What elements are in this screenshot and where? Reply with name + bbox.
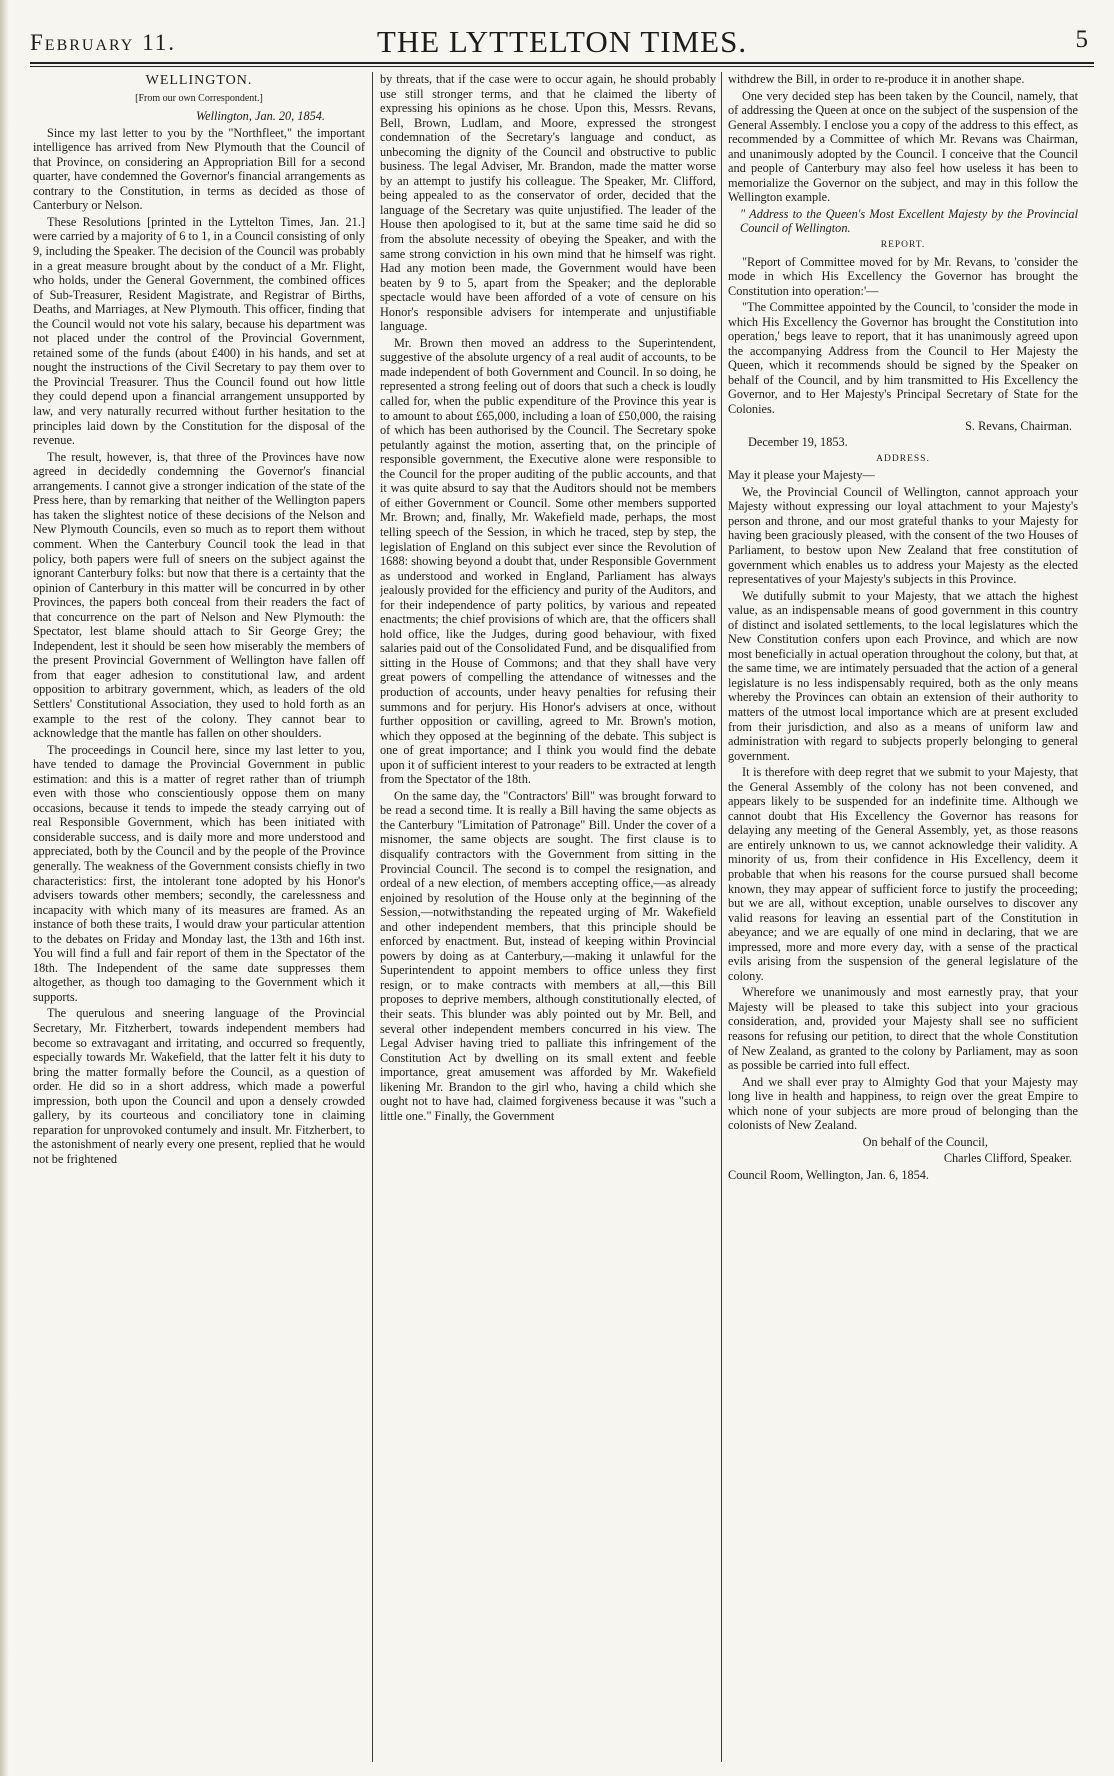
- paragraph: "The Committee appointed by the Council, to 'consider the mode in which His Excellency the Governor has brought the Constitution into operation,' begs leave to report, that it has unanimously agreed upon the accompanying Address from the Council to Her Majesty the Queen, which it recommends should be signed by the Speaker on behalf of the Council, and by him transmitted to His Excellency the Governor, and to Her Majesty's Principal Secretary of State for the Colonies.: [728, 300, 1078, 417]
- masthead-rule-thin: [30, 66, 1094, 67]
- paragraph: Wherefore we unanimously and most earnestly pray, that your Majesty will be pleased to take this subject into your gracious consideration, and, provided your Majesty shall see no sufficient reasons for refusing our petition, to direct that the whole Constitution of New Zealand, as granted to the colony by Parliament, may as soon as possible be carried into full effect.: [728, 985, 1078, 1073]
- masthead-date: February 11.: [30, 30, 177, 55]
- paragraph: Since my last letter to you by the "Northfleet," the important intelligence has arrived from New Plymouth that the Council of that Province, on considering an Appropriation Bill for a second quarter, have condemned the Governor's financial arrangements as contrary to the Constitution, in terms as decided as those of Canterbury or Nelson.: [33, 125, 365, 213]
- masthead-rule: [30, 62, 1094, 64]
- page-edge-shadow: [0, 0, 9, 1776]
- paragraph: by threats, that if the case were to occur again, he should probably use still stronger terms, and that he claimed the liberty of expressing his opinions as he chose. Upon this, Messrs. Revans, Bell, Brown, Ludlam, and Moore, expressed the strongest condemnation of the Secretary's language and conduct, as unbecoming the dignity of the Council and obstructive to public business. The legal Adviser, Mr. Brandon, made the matter worse by an attempt to justify his colleague. The Speaker, Mr. Clifford, being appealed to as the conservator of order, decided that the language of the Secretary was quite unjustified. The leader of the House then apologised to it, but at the same time said he did so from the absolute necessity of obeying the Speaker, and with the same strong conviction in his own mind that he himself was right. Had any motion been made, the Government would have been beaten by 9 to 5, apart from the Speaker; and the deplorable spectacle would have been afforded of a vote of censure on his Honor's responsible advisers for intemperate and unjustifiable language.: [380, 72, 716, 334]
- report-date: December 19, 1853.: [748, 435, 848, 450]
- column-divider: [372, 72, 373, 1762]
- paragraph: We dutifully submit to your Majesty, that we attach the highest value, as an indispensable means of good government in this country of distinct and isolated settlements, to the local legislatures which the New Constitution confers upon each Province, and which are now most beneficially in actual operation throughout the colony, but that, at the same time, we are intimately persuaded that the action of a general legislature is no less indispensably required, both as the only means whereby the Provinces can obtain an extension of their authority to matters of the utmost local importance which are at present excluded from their jurisdiction, and also as a means of uniform law and administration with regard to subjects properly belonging to general government.: [728, 588, 1078, 763]
- paragraph: One very decided step has been taken by the Council, namely, that of addressing the Queen at once on the subject of the suspension of the General Assembly. I enclose you a copy of the address to this effect, as recommended by a Committee of which Mr. Revans was Chairman, and unanimously adopted by the Council. I conceive that the Council and people of Canterbury may also feel how useless it has been to memorialize the Governor on the subject, and may in this follow the Wellington example.: [728, 88, 1078, 205]
- paragraph: withdrew the Bill, in order to re-produce it in another shape.: [728, 72, 1025, 86]
- paragraph: The proceedings in Council here, since my last letter to you, have tended to damage the Provincial Government in public estimation: and this is a matter of regret rather than of triumph even with those who conscientiously oppose them on many occasions, because it tends to impede the steady carrying out of real Responsible Government, which has been initiated with considerable success, and is daily more and more understood and appreciated, both by the Council and by the people of the Province generally. The weakness of the Government consists chiefly in two characteristics: first, the intolerant tone adopted by his Honor's advisers towards other members; secondly, the carelessness and incapacity with which many of its measures are framed. As an instance of both these traits, I would draw your particular attention to the debates on Friday and Monday last, the 13th and 16th inst. You will find a full and fair report of them in the Spectator of the 18th. The Independent of the same date suppresses them altogether, as though too damaging to the Government which it supports.: [33, 742, 365, 1004]
- on-behalf-line: On behalf of the Council,: [862, 1134, 988, 1149]
- article-source: [From our own Correspondent.]: [135, 92, 263, 104]
- speaker-signature: Charles Clifford, Speaker.: [943, 1151, 1072, 1166]
- place-date: Council Room, Wellington, Jan. 6, 1854.: [728, 1167, 929, 1182]
- column-3: [728, 72, 1078, 1764]
- salutation: May it please your Majesty—: [728, 468, 875, 483]
- paragraph: On the same day, the "Contractors' Bill" was brought forward to be read a second time. It is really a Bill having the same objects as the Canterbury "Limitation of Patronage" Bill. Under the cover of a misnomer, the same objects are sought. The first clause is to disqualify contractors with the Government from sitting in the Provincial Council. The second is to compel the resignation, and ordeal of a new election, of members accepting office,—as already enjoined by resolution of the House only at the beginning of the Session,—notwithstanding the repeated urging of Mr. Wakefield and other independent members, that this principle should be enforced by enactment. But, instead of keeping within Provincial powers by doing as at Canterbury,—making it unlawful for the Superintendent to appoint members to office unless they first resign, or to make contracts with members at all,—this Bill proposes to deprive members, although constitutionally elected, of their seats. This blunder was ably pointed out by Mr. Bell, and several other independent members concurred in his view. The Legal Adviser having tried to palliate this infringement of the Constitution Act by dwelling on its small extent and feeble importance, great amusement was afforded by Mr. Wakefield likening Mr. Brandon to the girl who, having a child which she ought not to have had, claimed forgiveness because it was "such a little one." Finally, the Government: [380, 788, 716, 1123]
- article-heading: WELLINGTON.: [145, 73, 253, 88]
- article-dateline: Wellington, Jan. 20, 1854.: [196, 109, 325, 124]
- page-number: 5: [1075, 26, 1088, 53]
- column-2: [380, 72, 716, 1764]
- report-signature: S. Revans, Chairman.: [965, 418, 1072, 433]
- paragraph: And we shall ever pray to Almighty God that your Majesty may long live in health and happiness, to reign over the great Empire to which none of your subjects are more proud of belonging than the colonists of New Zealand.: [728, 1074, 1078, 1133]
- paragraph: "Report of Committee moved for by Mr. Revans, to 'consider the mode in which His Excellency the Governor has brought the Constitution into operation:'—: [728, 254, 1078, 298]
- paragraph: The querulous and sneering language of the Provincial Secretary, Mr. Fitzherbert, towards independent members had become so extravagant and irritating, and occurred so frequently, especially towards Mr. Wakefield, that the latter felt it his duty to bring the matter formally before the Council, as a question of order. He did so in a short address, which made a powerful impression, both upon the Council and upon a densely crowded gallery, by its courteous and conciliatory tone in claiming reparation for unprovoked contumely and insult. Mr. Fitzherbert, to the astonishment of nearly every one present, replied that he would not be frightened: [33, 1006, 365, 1166]
- paragraph: These Resolutions [printed in the Lyttelton Times, Jan. 21.] were carried by a majority of 6 to 1, in a Council consisting of only 9, including the Speaker. The decision of the Council was probably in a great measure brought about by the conduct of a Mr. Flight, who holds, under the General Government, the combined offices of Sub-Treasurer, Resident Magistrate, and Registrar of Births, Deaths, and Marriages, at New Plymouth. This officer, finding that the Council would not vote his salary, because his department was not placed under the control of the Provincial Government, retained some of the funds (about £400) in his hands, and set at nought the instructions of the Civil Secretary to pay them over to the Provincial Treasurer. Thus the Council found out how little they could depend upon a financial arrangement unsupported by law, and very naturally recurred without further hesitation to the principles laid down by the Constitution for the disposal of the revenue.: [33, 214, 365, 448]
- report-heading: REPORT.: [880, 240, 926, 251]
- newspaper-title: THE LYTTELTON TIMES.: [376, 24, 748, 59]
- address-title: " Address to the Queen's Most Excellent Majesty by the Provincial Council of Wellington.: [740, 206, 1078, 236]
- address-heading: ADDRESS.: [876, 453, 930, 464]
- paragraph: It is therefore with deep regret that we submit to your Majesty, that the General Assembly of the colony has not been convened, and appears likely to be suspended for an indefinite time. Although we cannot doubt that His Excellency the Governor has reasons for delaying any meeting of the General Assembly, yet, as those reasons are entirely unknown to us, we cannot acknowledge their validity. A minority of us, from their confidence in His Excellency, deem it probable that when his reasons for the course pursued shall become known, they may appear of sufficient force to justify the proceeding; but we are all, without exception, unable ourselves to discover any valid reasons for leaving an essential part of the Constitution in abeyance; and we are equally of one mind in declaring, that we are impressed, more and more every day, with a sense of the practical evils arising from the suspension of the general legislature of the colony.: [728, 765, 1078, 983]
- column-1: [33, 72, 365, 1764]
- paragraph: The result, however, is, that three of the Provinces have now agreed in decidedly condemning the Governor's financial arrangements. I cannot give a stronger indication of the state of the Press here, than by remarking that neither of the Wellington papers has taken the slightest notice of these decisions of the Nelson and New Plymouth Councils, even so much as to report them without comment. When the Canterbury Council took the lead in that policy, both papers were full of sneers on the subject against the ignorant Canterbury folks: but now that there is a certainty that the opinion of Canterbury in this matter will be concurred in by other Provinces, the papers both conceal from their readers the fact of that concurrence on the part of Nelson and New Plymouth: the Spectator, lest blame should attach to Sir George Grey; the Independent, lest it should be seen how miserably the members of the present Provincial Government of Wellington have fallen off from that eager adhesion to constitutional law, and ardent opposition to arbitrary government, which, as leaders of the old Settlers' Constitutional Association, they used to hold forth as an example to the rest of the colony. They cannot bear to acknowledge that the mantle has fallen on other shoulders.: [33, 449, 365, 741]
- column-divider: [721, 72, 722, 1762]
- masthead: [30, 18, 1094, 66]
- paragraph: Mr. Brown then moved an address to the Superintendent, suggestive of the absolute urgency of a real audit of accounts, to be made independent of both Government and Council. In so doing, he represented a strong feeling out of doors that such a check is loudly called for, when the public expenditure of the Province this year is to amount to about £65,000, including a loan of £50,000, the raising of which has been authorised by the Council. The Secretary spoke petulantly against the motion, asserting that, on the principle of responsible government, the Executive alone were responsible to the Council for the proper auditing of the public accounts, and that it was quite absurd to say that the Auditors should not be members of either Government or Council. Some other members supported Mr. Brown; and, finally, Mr. Wakefield made, perhaps, the most telling speech of the Session, in which he traced, step by step, the legislation of England on this subject ever since the Revolution of 1688: showing beyond a doubt that, under Responsible Government as understood and worked in England, Parliament has always jealously provided for the efficiency and purity of the Auditors, and for their independence of party politics, by various and repeated enactments; the chief provisions of which are, that the officers shall hold office, like the Judges, during good behaviour, with fixed salaries paid out of the Consolidated Fund, and be disqualified from sitting in the House of Commons; and that they shall have very great powers of compelling the attendance of witnesses and the production of accounts, under heavy penalties for refusing their summons and for perjury. His Honor's advisers at once, without further opposition or cavilling, agreed to Mr. Brown's motion, which they opposed at the beginning of the debate. This subject is one of great importance; and I think you would find the debate upon it of sufficient interest to your readers to be extracted at length from the Spectator of the 18th.: [380, 335, 716, 787]
- paragraph: We, the Provincial Council of Wellington, cannot approach your Majesty without expressing our loyal attachment to your Majesty's person and throne, and our most grateful thanks to your Majesty for having been graciously pleased, with the consent of the two Houses of Parliament, to bestow upon New Zealand that free constitution of government which enables us to address your Majesty as the elected representatives of your Majesty's subjects in this Province.: [728, 484, 1078, 587]
